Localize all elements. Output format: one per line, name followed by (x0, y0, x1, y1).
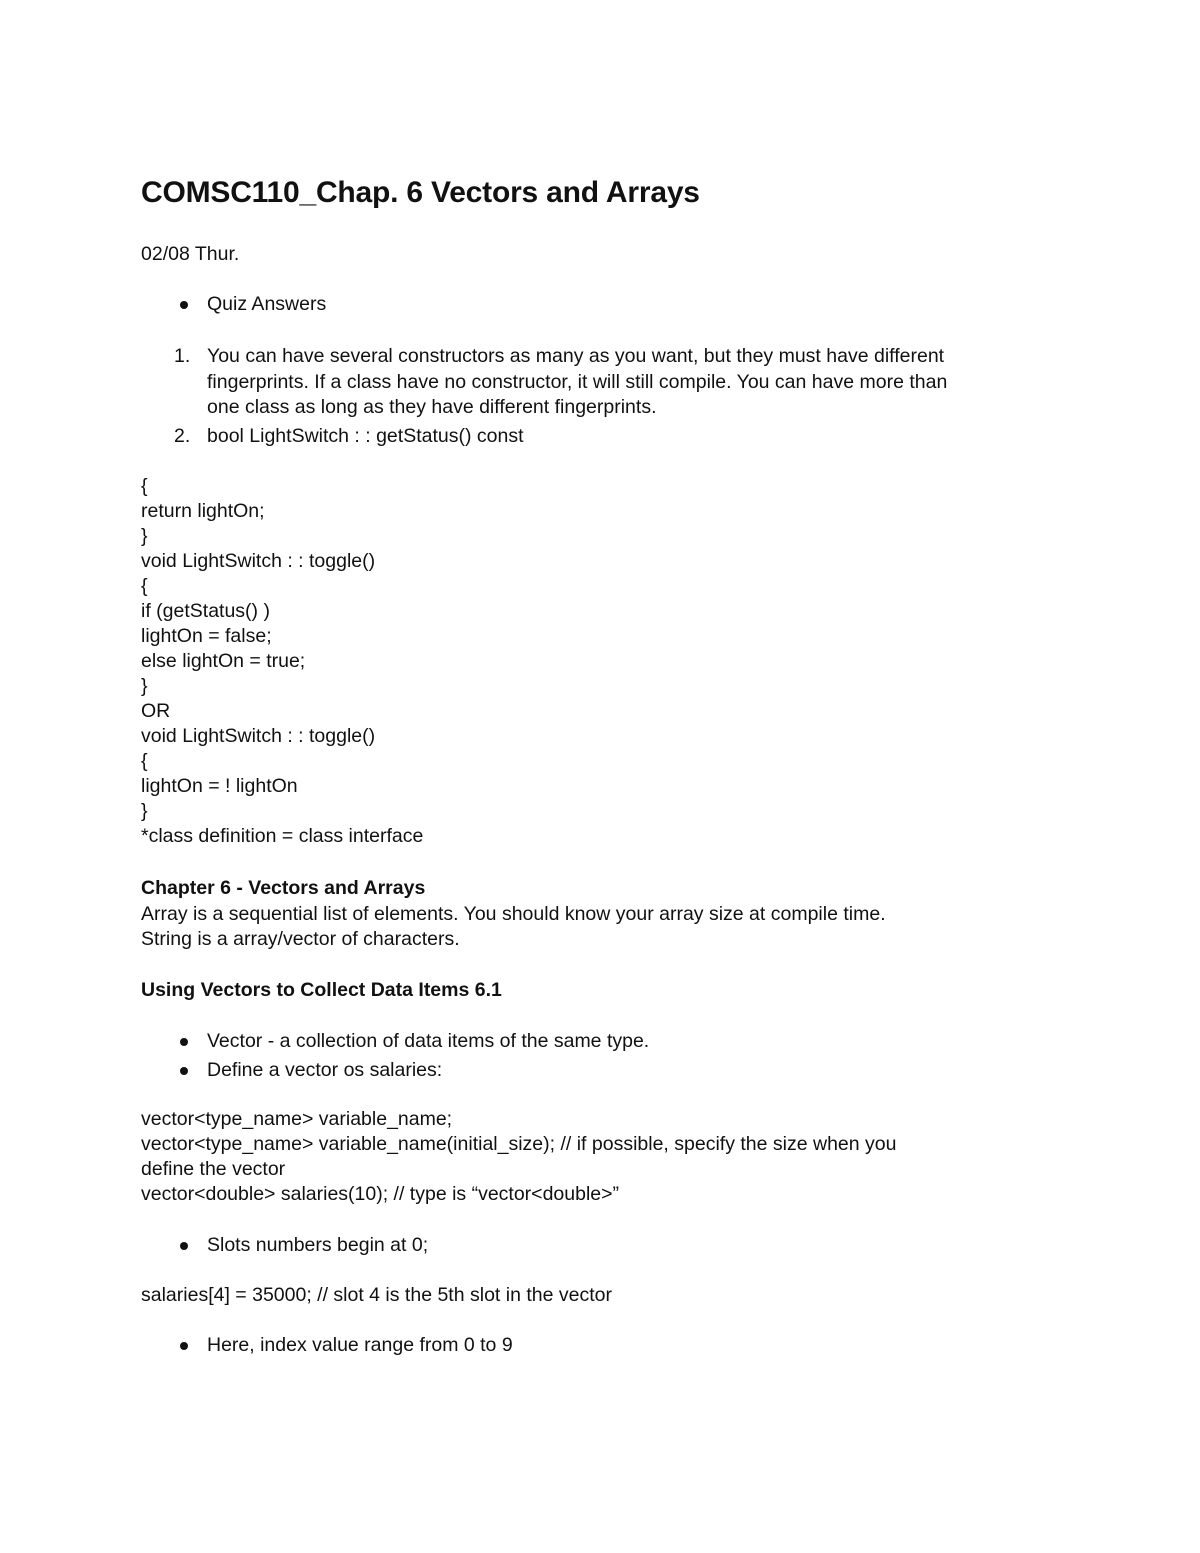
answer-line: one class as long as they have different fingerprints. (207, 396, 657, 418)
code-line: OR (141, 700, 171, 722)
section-bullet: Vector - a collection of data items of the same type. (207, 1030, 650, 1052)
code-line: lightOn = false; (141, 625, 272, 647)
section-bullet: Define a vector os salaries: (207, 1059, 443, 1081)
vector-code-line: vector<double> salaries(10); // type is “vector<double>” (141, 1183, 620, 1205)
code-line: else lightOn = true; (141, 650, 306, 672)
page-title: COMSC110_Chap. 6 Vectors and Arrays (141, 176, 700, 209)
vector-code-line: vector<type_name> variable_name(initial_size); // if possible, specify the size when you (141, 1133, 897, 1155)
code-line: void LightSwitch : : toggle() (141, 725, 376, 747)
code-line: return lightOn; (141, 500, 265, 522)
date-line: 02/08 Thur. (141, 243, 240, 265)
chapter-line: String is a array/vector of characters. (141, 928, 460, 950)
code-line: { (141, 575, 148, 597)
bullet-icon (180, 1067, 188, 1075)
index-bullet: Here, index value range from 0 to 9 (207, 1334, 513, 1356)
answer-number: 1. (174, 345, 191, 367)
bullet-icon (180, 1038, 188, 1046)
section-heading: Using Vectors to Collect Data Items 6.1 (141, 979, 502, 1001)
code-line: if (getStatus() ) (141, 600, 270, 622)
bullet-icon (180, 1342, 188, 1350)
bullet-icon (180, 301, 188, 309)
code-line: } (141, 525, 148, 547)
answer-line: fingerprints. If a class have no constructor, it will still compile. You can have more than (207, 371, 948, 393)
code-line: } (141, 800, 148, 822)
bullet-icon (180, 1242, 188, 1250)
quiz-heading: Quiz Answers (207, 293, 327, 315)
answer-line: bool LightSwitch : : getStatus() const (207, 425, 524, 447)
code-line: lightOn = ! lightOn (141, 775, 298, 797)
answer-line: You can have several constructors as many as you want, but they must have different (207, 345, 945, 367)
vector-code-line: vector<type_name> variable_name; (141, 1108, 453, 1130)
slots-bullet: Slots numbers begin at 0; (207, 1234, 429, 1256)
salaries-line: salaries[4] = 35000; // slot 4 is the 5th slot in the vector (141, 1284, 612, 1306)
code-line: { (141, 750, 148, 772)
chapter-heading: Chapter 6 - Vectors and Arrays (141, 877, 426, 899)
code-line: } (141, 675, 148, 697)
vector-code-line: define the vector (141, 1158, 286, 1180)
code-line: { (141, 475, 148, 497)
code-line: void LightSwitch : : toggle() (141, 550, 376, 572)
code-line: *class definition = class interface (141, 825, 424, 847)
chapter-line: Array is a sequential list of elements. You should know your array size at compile time. (141, 903, 886, 925)
answer-number: 2. (174, 425, 191, 447)
